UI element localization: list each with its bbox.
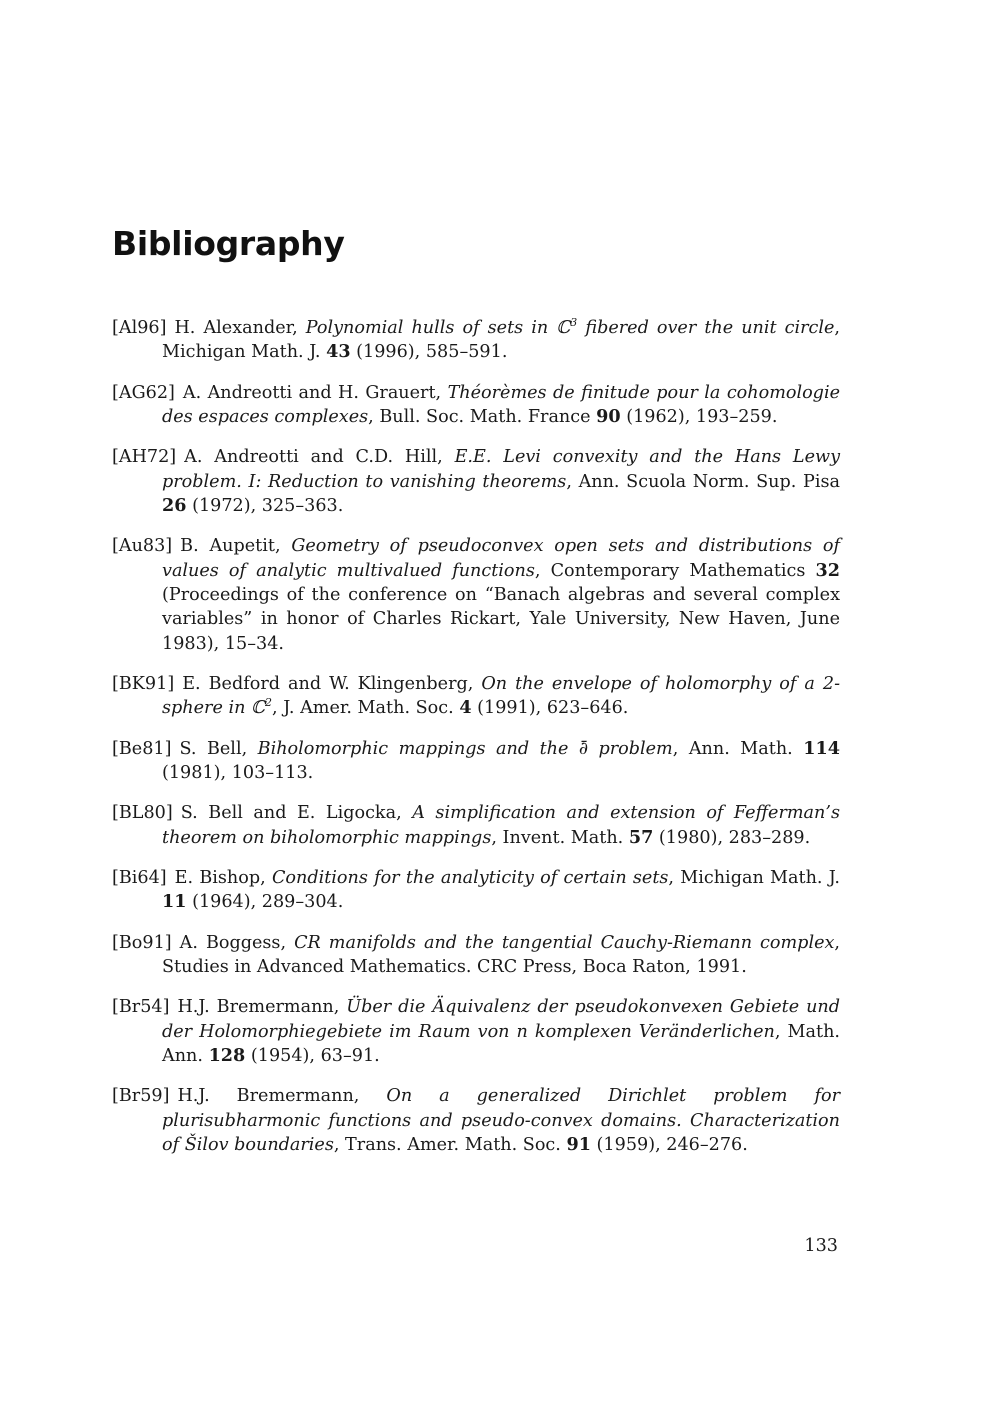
publication: , Bull. Soc. Math. France [368, 407, 597, 428]
authors: A. Andreotti and C.D. Hill, [184, 447, 443, 468]
page-number: 133 [804, 1236, 838, 1256]
publication: , J. Amer. Math. Soc. [272, 698, 460, 719]
year-pages: (1972), 325–363. [186, 496, 344, 517]
volume: 90 [596, 406, 621, 428]
bib-entry-bl80 [112, 801, 840, 850]
publication: , Math. Ann. [162, 1021, 840, 1066]
publication: , Ann. Math. [672, 738, 804, 759]
year-pages: (1981), 103–113. [162, 763, 314, 784]
citation-key: [Be81] [112, 738, 172, 759]
volume: 26 [162, 495, 187, 517]
year-pages: (1991), 623–646. [471, 698, 629, 719]
authors: E. Bishop, [174, 867, 266, 888]
bib-entry-be81 [112, 737, 840, 786]
bib-entry-ag62 [112, 381, 840, 430]
page-title: Bibliography [112, 224, 345, 263]
work-title: On a generalized Dirichlet problem for plurisubharmonic functions and pseudo-convex domains. Characterization of Šilov boundaries [162, 1086, 840, 1155]
citation-key: [BL80] [112, 803, 173, 824]
work-title: Biholomorphic mappings and the ∂̄ problem [257, 738, 673, 759]
bib-entry-bo91 [112, 931, 840, 980]
citation-key: [Al96] [112, 318, 167, 338]
publication: , Studies in Advanced Mathematics. CRC Press, Boca Raton, 1991. [162, 932, 841, 977]
volume: 32 [815, 559, 840, 581]
work-title-part: Polynomial hulls of sets in ℂ [305, 318, 571, 338]
bib-entry-au83 [112, 534, 840, 656]
work-title: Conditions for the analyticity of certain sets [271, 867, 669, 888]
volume: 57 [628, 826, 654, 848]
bibliography-list [112, 316, 840, 1173]
authors: S. Bell and E. Ligocka, [180, 803, 402, 824]
authors: E. Bedford and W. Klingenberg, [182, 674, 474, 695]
year-pages: (1980), 283–289. [653, 827, 811, 848]
authors: B. Aupetit, [180, 536, 281, 557]
authors: A. Andreotti and H. Grauert, [182, 382, 442, 403]
superscript: 3 [570, 316, 578, 329]
publication: , Michigan Math. J. [668, 867, 840, 888]
citation-key: [Br54] [112, 997, 170, 1018]
year-pages: (1954), 63–91. [245, 1045, 380, 1066]
citation-key: [BK91] [112, 674, 175, 695]
bib-entry-bi64 [112, 866, 840, 915]
citation-key: [AG62] [112, 382, 175, 403]
year-pages: (Proceedings of the conference on “Banach algebras and several complex variables” in honor of Charles Rickart, Yale University, New Haven, June 1983), 15–34. [162, 585, 840, 654]
authors: S. Bell, [179, 738, 248, 759]
work-title: E.E. Levi convexity and the Hans Lewy problem. I: Reduction to vanishing theorems [162, 447, 841, 492]
citation-key: [Br59] [112, 1086, 170, 1107]
superscript: 2 [265, 696, 273, 710]
work-title: Théorèmes de finitude pour la cohomologie des espaces complexes [162, 382, 840, 428]
work-title-part: On the envelope of holomorphy of a 2-sphere in ℂ [162, 674, 841, 719]
publication: , Contemporary Mathematics [534, 560, 816, 581]
authors: A. Boggess, [179, 932, 287, 953]
volume: 4 [459, 697, 472, 719]
publication: , Michigan Math. J. [162, 318, 840, 363]
year-pages: (1996), 585–591. [350, 342, 508, 363]
bib-entry-br54 [112, 995, 840, 1068]
work-title: CR manifolds and the tangential Cauchy-Riemann complex [294, 932, 835, 953]
volume: 91 [566, 1133, 591, 1155]
work-title-part: fibered over the unit circle [577, 318, 835, 338]
publication: , Ann. Scuola Norm. Sup. Pisa [566, 471, 840, 492]
work-title [306, 318, 835, 338]
work-title: A simplification and extension of Fefferman’s theorem on biholomorphic mappings [162, 803, 841, 848]
bib-entry-al96 [112, 316, 840, 365]
work-title: Geometry of pseudoconvex open sets and distributions of values of analytic multivalued functions [162, 536, 841, 581]
volume: 128 [208, 1044, 246, 1066]
publication: , Invent. Math. [491, 827, 629, 848]
volume: 114 [803, 737, 840, 759]
year-pages: (1962), 193–259. [620, 407, 778, 428]
citation-key: [Bo91] [112, 932, 172, 953]
volume: 11 [162, 891, 187, 913]
volume: 43 [326, 341, 351, 363]
authors: H.J. Bremermann, [177, 997, 340, 1018]
citation-key: [AH72] [112, 447, 177, 468]
publication: , Trans. Amer. Math. Soc. [333, 1134, 567, 1155]
bib-entry-ah72 [112, 445, 840, 518]
citation-key: [Au83] [112, 536, 173, 557]
authors: H. Alexander, [174, 318, 298, 338]
year-pages: (1959), 246–276. [590, 1134, 748, 1155]
work-title: Über die Äquivalenz der pseudokonvexen Gebiete und der Holomorphiegebiete im Raum von n komplexen Veränderlichen [162, 997, 841, 1042]
year-pages: (1964), 289–304. [186, 892, 344, 913]
authors: H.J. Bremermann, [177, 1086, 360, 1107]
citation-key: [Bi64] [112, 867, 167, 888]
bib-entry-bk91 [112, 672, 840, 721]
bib-entry-br59 [112, 1084, 840, 1157]
